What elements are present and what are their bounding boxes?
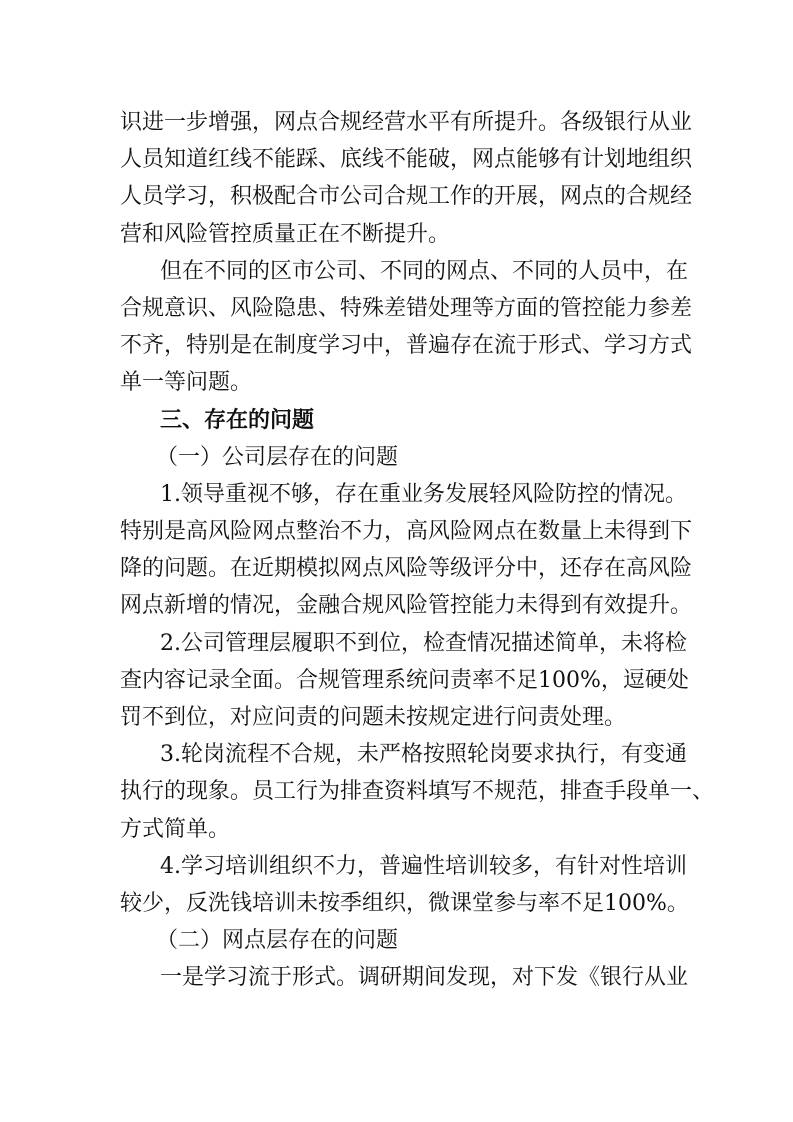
item-line: 4.学习培训组织不力，普遍性培训较多，有针对性培训 [160, 853, 687, 879]
paragraph-line: 营和风险管控质量正在不断提升。 [120, 221, 451, 247]
subsection-heading: （一）公司层存在的问题 [156, 444, 399, 470]
paragraph-line: 单一等问题。 [120, 370, 253, 396]
paragraph-line: 一是学习流于形式。调研期间发现，对下发《银行从业 [160, 965, 689, 991]
item-line: 降的问题。在近期模拟网点风险等级评分中，还存在高风险 [120, 556, 693, 582]
item-line: 2.公司管理层履职不到位，检查情况描述简单，未将检 [160, 630, 687, 656]
paragraph-line: 合规意识、风险隐患、特殊差错处理等方面的管控能力参差 [120, 295, 693, 321]
subsection-heading: （二）网点层存在的问题 [156, 928, 399, 954]
item-line: 3.轮岗流程不合规，未严格按照轮岗要求执行，有变通 [160, 742, 687, 768]
document-page [120, 104, 715, 997]
item-line: 方式简单。 [120, 816, 231, 842]
item-line: 网点新增的情况，金融合规风险管控能力未得到有效提升。 [120, 593, 693, 619]
paragraph-line: 识进一步增强，网点合规经营水平有所提升。各级银行从业 [120, 110, 693, 135]
paragraph-line: 人员知道红线不能踩、底线不能破，网点能够有计划地组织 [120, 147, 693, 173]
item-line: 较少，反洗钱培训未按季组织，微课堂参与率不足100%。 [120, 890, 689, 916]
item-line: 罚不到位，对应问责的问题未按规定进行问责处理。 [120, 705, 627, 730]
item-line: 查内容记录全面。合规管理系统问责率不足100%，逗硬处 [120, 667, 689, 693]
section-heading: 三、存在的问题 [160, 407, 315, 433]
paragraph-line: 但在不同的区市公司、不同的网点、不同的人员中，在 [160, 258, 689, 284]
item-line: 执行的现象。员工行为排查资料填写不规范，排查手段单一、 [120, 779, 715, 805]
paragraph-line: 人员学习，积极配合市公司合规工作的开展，网点的合规经 [120, 184, 693, 210]
item-line: 1.领导重视不够，存在重业务发展轻风险防控的情况。 [160, 481, 687, 507]
paragraph-line: 不齐，特别是在制度学习中，普遍存在流于形式、学习方式 [120, 333, 693, 359]
item-line: 特别是高风险网点整治不力，高风险网点在数量上未得到下 [120, 519, 693, 545]
